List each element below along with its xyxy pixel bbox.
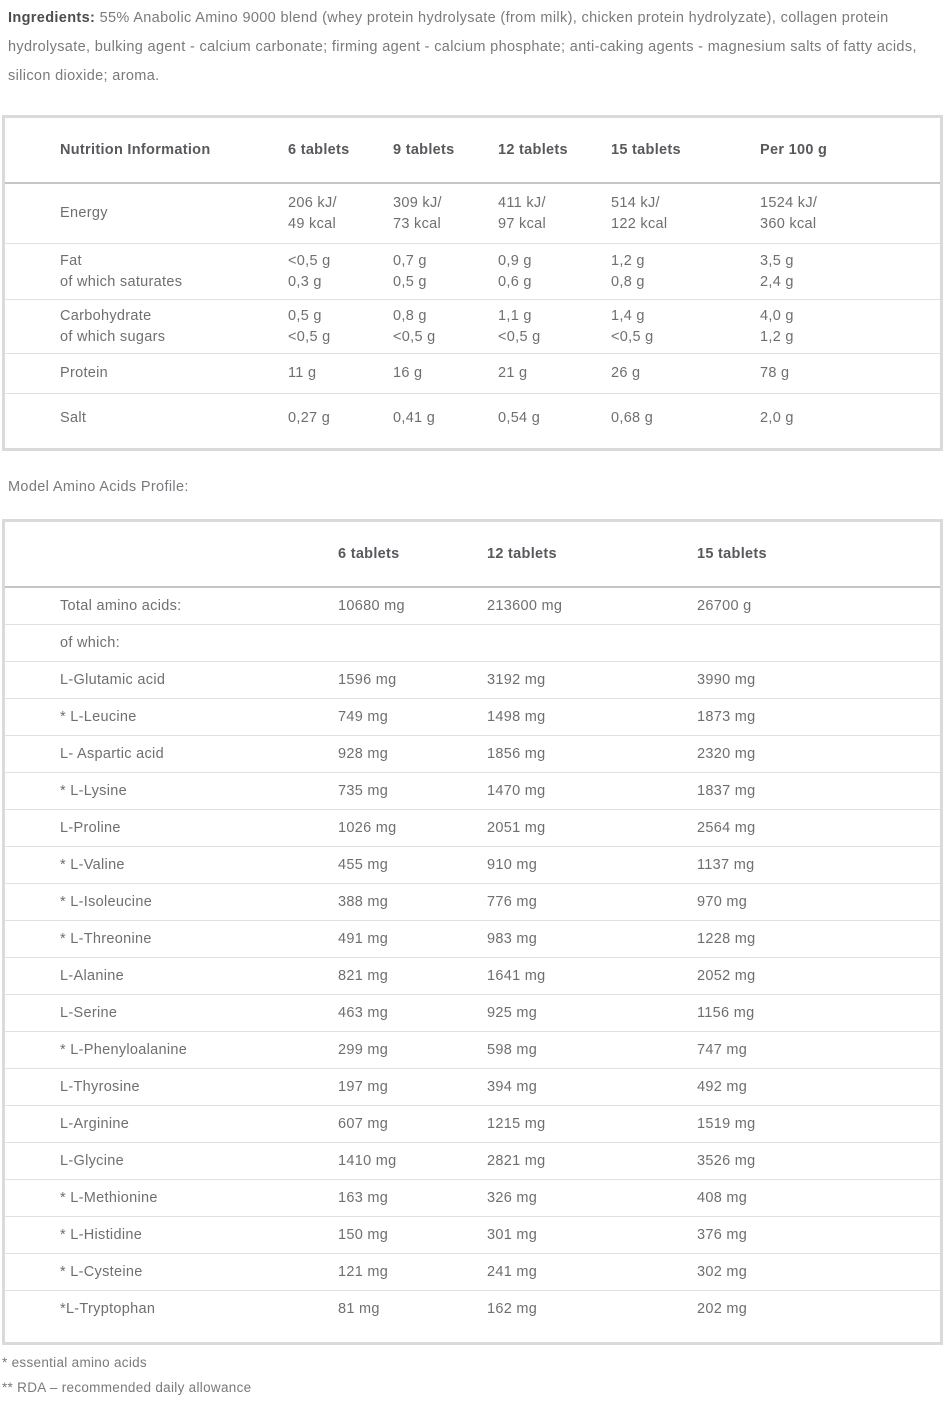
nutrition-value-line: 0,3 g bbox=[288, 273, 322, 290]
amino-value-cell: 301 mg bbox=[487, 1226, 538, 1243]
nutrition-value-line: 1524 kJ/ bbox=[760, 194, 818, 211]
nutrition-value-line: 206 kJ/ bbox=[288, 194, 337, 211]
amino-value-cell: 3526 mg bbox=[697, 1152, 756, 1169]
amino-value-cell: 1470 mg bbox=[487, 782, 546, 799]
amino-value-cell: 1856 mg bbox=[487, 745, 546, 762]
table-row bbox=[5, 847, 940, 884]
nutrition-information-table bbox=[2, 115, 943, 451]
nutrition-value-cell bbox=[393, 363, 498, 384]
nutrition-row-label-line: Salt bbox=[60, 409, 87, 426]
amino-row-label: L-Glutamic acid bbox=[60, 671, 166, 688]
amino-value-cell: 2320 mg bbox=[697, 745, 756, 762]
nutrition-value-line: 0,54 g bbox=[498, 409, 541, 426]
amino-value-cell: 213600 mg bbox=[487, 597, 563, 614]
nutrition-row-label bbox=[60, 408, 288, 429]
amino-row-label: * L-Isoleucine bbox=[60, 893, 153, 910]
table-row bbox=[5, 1291, 940, 1328]
amino-value-cell: 492 mg bbox=[697, 1078, 748, 1095]
table-row bbox=[5, 736, 940, 773]
table-row bbox=[5, 1254, 940, 1291]
nutrition-value-line: 1,2 g bbox=[611, 252, 645, 269]
amino-value-cell: 455 mg bbox=[338, 856, 389, 873]
nutrition-table-body bbox=[5, 184, 940, 442]
amino-row-label: * L-Leucine bbox=[60, 708, 137, 725]
nutrition-value-line: <0,5 g bbox=[611, 328, 654, 345]
nutrition-value-line: 49 kcal bbox=[288, 215, 337, 232]
footnotes bbox=[2, 1355, 945, 1395]
amino-row-label: of which: bbox=[60, 634, 120, 651]
amino-value-cell: 121 mg bbox=[338, 1263, 389, 1280]
amino-acids-table bbox=[2, 519, 943, 1345]
footnote-essential-amino-acids: * essential amino acids bbox=[2, 1355, 147, 1370]
nutrition-value-cell bbox=[498, 408, 611, 429]
table-row bbox=[5, 244, 940, 300]
amino-value-cell: 1596 mg bbox=[338, 671, 397, 688]
amino-table-header-row bbox=[5, 522, 940, 588]
nutrition-column-header: 9 tablets bbox=[393, 142, 455, 158]
nutrition-value-line: 514 kJ/ bbox=[611, 194, 660, 211]
nutrition-value-cell bbox=[498, 251, 611, 293]
amino-row-label: L-Serine bbox=[60, 1004, 118, 1021]
amino-value-cell: 3192 mg bbox=[487, 671, 546, 688]
nutrition-value-cell bbox=[611, 193, 760, 235]
amino-value-cell: 925 mg bbox=[487, 1004, 538, 1021]
amino-value-cell: 735 mg bbox=[338, 782, 389, 799]
amino-row-label: L-Arginine bbox=[60, 1115, 130, 1132]
nutrition-column-header: 6 tablets bbox=[288, 142, 350, 158]
amino-value-cell: 970 mg bbox=[697, 893, 748, 910]
table-row bbox=[5, 699, 940, 736]
amino-value-cell: 928 mg bbox=[338, 745, 389, 762]
amino-value-cell: 2052 mg bbox=[697, 967, 756, 984]
nutrition-value-cell bbox=[393, 408, 498, 429]
nutrition-value-line: 360 kcal bbox=[760, 215, 817, 232]
amino-value-cell: 491 mg bbox=[338, 930, 389, 947]
nutrition-row-label bbox=[60, 251, 288, 293]
nutrition-value-cell bbox=[288, 408, 393, 429]
nutrition-value-line: <0,5 g bbox=[498, 328, 541, 345]
table-row bbox=[5, 995, 940, 1032]
nutrition-value-cell bbox=[611, 363, 760, 384]
nutrition-row-label-line: of which sugars bbox=[60, 328, 166, 345]
amino-value-cell: 408 mg bbox=[697, 1189, 748, 1206]
amino-profile-heading: Model Amino Acids Profile: bbox=[8, 479, 189, 495]
nutrition-value-cell bbox=[288, 306, 393, 348]
nutrition-value-line: 0,6 g bbox=[498, 273, 532, 290]
nutrition-value-cell bbox=[760, 193, 930, 235]
table-row bbox=[5, 1069, 940, 1106]
nutrition-value-line: 16 g bbox=[393, 365, 423, 381]
table-row bbox=[5, 773, 940, 810]
table-row bbox=[5, 810, 940, 847]
nutrition-value-line: 0,68 g bbox=[611, 409, 654, 426]
nutrition-value-line: 0,8 g bbox=[611, 273, 645, 290]
amino-value-cell: 241 mg bbox=[487, 1263, 538, 1280]
nutrition-value-cell bbox=[611, 408, 760, 429]
nutrition-value-cell bbox=[760, 251, 930, 293]
amino-row-label: * L-Cysteine bbox=[60, 1263, 143, 1280]
table-row bbox=[5, 662, 940, 699]
amino-value-cell: 983 mg bbox=[487, 930, 538, 947]
amino-value-cell: 776 mg bbox=[487, 893, 538, 910]
nutrition-table-header-row bbox=[5, 118, 940, 184]
amino-row-label: * L-Lysine bbox=[60, 782, 127, 799]
table-row bbox=[5, 921, 940, 958]
table-row bbox=[5, 354, 940, 394]
ingredients-text: 55% Anabolic Amino 9000 blend (whey protein hydrolysate (from milk), chicken protein hydrolyzate), collagen protein hydrolysate, bulking agent - calcium carbonate; firming agent - calcium phosphate; anti-caking agents - magnesium salts of fatty acids, silicon dioxide; aroma. bbox=[8, 10, 917, 84]
table-row bbox=[5, 625, 940, 662]
nutrition-value-line: 78 g bbox=[760, 365, 790, 381]
table-row bbox=[5, 184, 940, 244]
amino-value-cell: 150 mg bbox=[338, 1226, 389, 1243]
amino-value-cell: 1156 mg bbox=[697, 1004, 755, 1021]
nutrition-column-header: Per 100 g bbox=[760, 142, 828, 158]
nutrition-value-line: 0,9 g bbox=[498, 252, 532, 269]
amino-value-cell: 463 mg bbox=[338, 1004, 389, 1021]
amino-value-cell: 1519 mg bbox=[697, 1115, 756, 1132]
amino-value-cell: 10680 mg bbox=[338, 597, 405, 614]
nutrition-value-line: 0,5 g bbox=[288, 307, 322, 324]
amino-value-cell: 2564 mg bbox=[697, 819, 756, 836]
nutrition-value-line: 1,1 g bbox=[498, 307, 532, 324]
amino-value-cell: 910 mg bbox=[487, 856, 538, 873]
amino-value-cell: 202 mg bbox=[697, 1301, 748, 1317]
amino-value-cell: 607 mg bbox=[338, 1115, 389, 1132]
nutrition-row-label-line: of which saturates bbox=[60, 273, 183, 290]
amino-value-cell: 598 mg bbox=[487, 1041, 538, 1058]
nutrition-value-line: 97 kcal bbox=[498, 215, 547, 232]
nutrition-value-line: 4,0 g bbox=[760, 307, 794, 324]
amino-value-cell: 1026 mg bbox=[338, 819, 397, 836]
amino-value-cell: 388 mg bbox=[338, 893, 389, 910]
table-row bbox=[5, 1143, 940, 1180]
nutrition-row-label-line: Carbohydrate bbox=[60, 307, 152, 324]
amino-value-cell: 376 mg bbox=[697, 1226, 748, 1243]
amino-value-cell: 326 mg bbox=[487, 1189, 538, 1206]
amino-row-label: * L-Valine bbox=[60, 856, 125, 873]
nutrition-value-line: 309 kJ/ bbox=[393, 194, 442, 211]
nutrition-value-cell bbox=[611, 306, 760, 348]
amino-value-cell: 1215 mg bbox=[487, 1115, 546, 1132]
amino-value-cell: 394 mg bbox=[487, 1078, 538, 1095]
amino-value-cell: 1641 mg bbox=[487, 967, 546, 984]
amino-value-cell: 302 mg bbox=[697, 1263, 748, 1280]
nutrition-value-line: 122 kcal bbox=[611, 215, 668, 232]
nutrition-value-line: 1,4 g bbox=[611, 307, 645, 324]
amino-row-label: * L-Histidine bbox=[60, 1226, 143, 1243]
nutrition-row-label-line: Protein bbox=[60, 365, 109, 381]
amino-value-cell: 1410 mg bbox=[338, 1152, 397, 1169]
amino-table-body bbox=[5, 588, 940, 1328]
amino-value-cell: 197 mg bbox=[338, 1078, 389, 1095]
amino-value-cell: 163 mg bbox=[338, 1189, 389, 1206]
amino-row-label: *L-Tryptophan bbox=[60, 1301, 156, 1317]
nutrition-table-title: Nutrition Information bbox=[60, 142, 211, 158]
nutrition-value-cell bbox=[611, 251, 760, 293]
nutrition-value-cell bbox=[393, 193, 498, 235]
amino-row-label: * L-Threonine bbox=[60, 930, 152, 947]
table-row bbox=[5, 1217, 940, 1254]
amino-value-cell: 81 mg bbox=[338, 1301, 380, 1317]
nutrition-value-cell bbox=[498, 306, 611, 348]
amino-column-header: 12 tablets bbox=[487, 546, 557, 562]
table-row bbox=[5, 1032, 940, 1069]
nutrition-row-label bbox=[60, 306, 288, 348]
ingredients-label: Ingredients: bbox=[8, 10, 96, 26]
amino-row-label: Total amino acids: bbox=[60, 597, 182, 614]
nutrition-value-cell bbox=[498, 193, 611, 235]
nutrition-value-line: 1,2 g bbox=[760, 328, 794, 345]
nutrition-value-line: 0,8 g bbox=[393, 307, 427, 324]
nutrition-value-line: 0,7 g bbox=[393, 252, 427, 269]
nutrition-value-cell bbox=[288, 363, 393, 384]
amino-value-cell: 3990 mg bbox=[697, 671, 756, 688]
amino-value-cell: 749 mg bbox=[338, 708, 389, 725]
nutrition-value-line: 2,0 g bbox=[760, 409, 794, 426]
amino-row-label: L-Proline bbox=[60, 819, 121, 836]
amino-value-cell: 2821 mg bbox=[487, 1152, 546, 1169]
amino-value-cell: 1498 mg bbox=[487, 708, 546, 725]
amino-row-label: L-Glycine bbox=[60, 1152, 124, 1169]
table-row bbox=[5, 884, 940, 921]
amino-column-header: 6 tablets bbox=[338, 546, 400, 562]
nutrition-value-line: 0,41 g bbox=[393, 409, 436, 426]
nutrition-value-cell bbox=[288, 251, 393, 293]
nutrition-value-line: <0,5 g bbox=[288, 328, 331, 345]
amino-row-label: * L-Methionine bbox=[60, 1189, 158, 1206]
nutrition-value-line: 0,27 g bbox=[288, 409, 331, 426]
nutrition-value-cell bbox=[760, 363, 930, 384]
amino-value-cell: 299 mg bbox=[338, 1041, 389, 1058]
nutrition-value-line: <0,5 g bbox=[288, 252, 331, 269]
amino-value-cell: 1137 mg bbox=[697, 856, 755, 873]
amino-value-cell: 1837 mg bbox=[697, 782, 756, 799]
nutrition-value-line: 2,4 g bbox=[760, 273, 794, 290]
table-row bbox=[5, 958, 940, 995]
amino-value-cell: 1873 mg bbox=[697, 708, 756, 725]
footnote-rda: ** RDA – recommended daily allowance bbox=[2, 1380, 252, 1395]
ingredients-paragraph bbox=[0, 0, 945, 91]
table-row bbox=[5, 300, 940, 354]
nutrition-value-line: 411 kJ/ bbox=[498, 194, 546, 211]
table-row bbox=[5, 1106, 940, 1143]
nutrition-value-line: 26 g bbox=[611, 365, 641, 381]
nutrition-value-cell bbox=[393, 251, 498, 293]
table-row bbox=[5, 588, 940, 625]
nutrition-value-line: 3,5 g bbox=[760, 252, 794, 269]
nutrition-value-line: 0,5 g bbox=[393, 273, 427, 290]
amino-value-cell: 821 mg bbox=[338, 967, 389, 984]
nutrition-row-label bbox=[60, 203, 288, 224]
amino-row-label: * L-Phenyloalanine bbox=[60, 1041, 188, 1058]
nutrition-value-cell bbox=[760, 306, 930, 348]
amino-row-label: L-Thyrosine bbox=[60, 1078, 140, 1095]
nutrition-row-label-line: Energy bbox=[60, 205, 108, 221]
table-row bbox=[5, 394, 940, 442]
nutrition-value-line: <0,5 g bbox=[393, 328, 436, 345]
amino-column-header: 15 tablets bbox=[697, 546, 767, 562]
nutrition-value-cell bbox=[760, 408, 930, 429]
amino-value-cell: 162 mg bbox=[487, 1301, 538, 1317]
nutrition-value-cell bbox=[288, 193, 393, 235]
amino-value-cell: 2051 mg bbox=[487, 819, 546, 836]
amino-value-cell: 1228 mg bbox=[697, 930, 756, 947]
nutrition-column-header: 15 tablets bbox=[611, 142, 681, 158]
nutrition-row-label bbox=[60, 363, 288, 384]
nutrition-row-label-line: Fat bbox=[60, 252, 82, 269]
nutrition-value-line: 73 kcal bbox=[393, 215, 442, 232]
nutrition-value-cell bbox=[393, 306, 498, 348]
nutrition-value-line: 11 g bbox=[288, 365, 317, 381]
amino-row-label: L- Aspartic acid bbox=[60, 745, 164, 762]
amino-row-label: L-Alanine bbox=[60, 967, 124, 984]
amino-value-cell: 747 mg bbox=[697, 1041, 748, 1058]
table-row bbox=[5, 1180, 940, 1217]
nutrition-value-line: 21 g bbox=[498, 365, 528, 381]
nutrition-value-cell bbox=[498, 363, 611, 384]
nutrition-column-header: 12 tablets bbox=[498, 142, 568, 158]
amino-value-cell: 26700 g bbox=[697, 597, 752, 614]
